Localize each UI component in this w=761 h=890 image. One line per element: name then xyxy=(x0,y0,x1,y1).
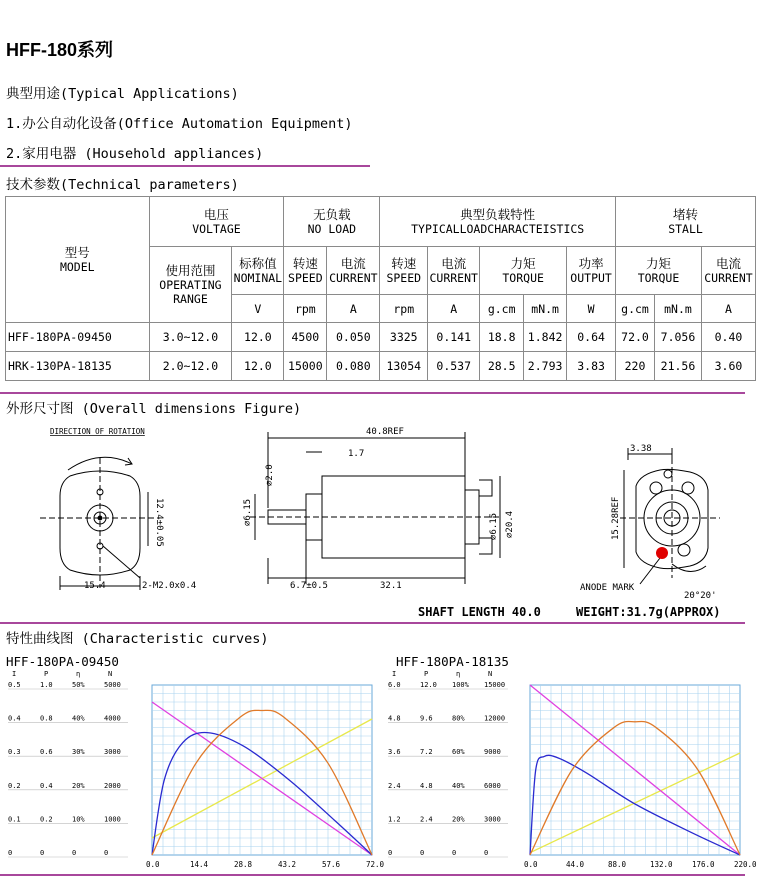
header-output: 功率 OUTPUT xyxy=(567,247,616,295)
unit-a: A xyxy=(428,295,480,323)
scale-axis-head: I xyxy=(392,670,397,678)
header-operating-range: 使用范围 OPERATING RANGE xyxy=(149,247,232,323)
scale-value: 1000 xyxy=(104,815,121,824)
dim-1-7: 1.7 xyxy=(348,449,365,459)
scale-value: 9.6 xyxy=(420,714,433,723)
scale-value: 10% xyxy=(72,815,85,824)
shaft-length: SHAFT LENGTH 40.0 xyxy=(418,605,541,619)
dim-6-15-left: ⌀6.15 xyxy=(243,498,253,526)
x-tick-label: 44.0 xyxy=(566,860,585,869)
scale-axis-head: η xyxy=(456,670,461,678)
scale-value: 6000 xyxy=(484,781,501,790)
unit-w: W xyxy=(567,295,616,323)
unit-gcm: g.cm xyxy=(480,295,524,323)
cell: 18.8 xyxy=(480,323,524,352)
scale-value: 100% xyxy=(452,681,469,689)
dim-15-28: 15.28REF xyxy=(611,496,621,540)
page-title: HFF-180系列 xyxy=(6,40,114,60)
header-stall: 堵转 STALL xyxy=(616,197,756,247)
x-tick-label: 88.0 xyxy=(608,860,627,869)
header-load-current: 电流 CURRENT xyxy=(428,247,480,295)
cell: 0.537 xyxy=(428,352,480,381)
dim-2-0: ⌀2.0 xyxy=(265,464,275,486)
scale-value: 0.2 xyxy=(8,781,21,790)
scale-value: 2000 xyxy=(104,781,121,790)
scale-value: 3000 xyxy=(484,815,501,824)
header-noload-current: 电流 CURRENT xyxy=(327,247,380,295)
scale-value: 0 xyxy=(8,849,13,857)
scale-value: 20% xyxy=(72,781,85,790)
dim-6-7: 6.7±0.5 xyxy=(290,581,328,591)
anode-mark-icon xyxy=(656,547,668,559)
scale-value: 60% xyxy=(452,748,465,757)
header-nominal: 标称值 NOMINAL xyxy=(232,247,284,295)
x-tick-label: 0.0 xyxy=(146,860,160,869)
chart-1-model: HFF-180PA-09450 xyxy=(6,654,119,669)
application-item-1: 1.办公自动化设备(Office Automation Equipment) xyxy=(6,116,353,132)
x-tick-label: 43.2 xyxy=(278,860,297,869)
scale-value: 2.4 xyxy=(420,815,433,824)
section-divider xyxy=(0,874,745,876)
x-tick-label: 72.0 xyxy=(366,860,385,869)
x-tick-label: 14.4 xyxy=(190,860,209,869)
cell: 220 xyxy=(616,352,655,381)
scale-axis-head: P xyxy=(44,670,49,678)
cell: 0.050 xyxy=(327,323,380,352)
technical-heading: 技术参数(Technical parameters) xyxy=(6,177,239,193)
dim-40-8: 40.8REF xyxy=(366,427,404,437)
scale-value: 7.2 xyxy=(420,748,433,757)
scale-value: 2.4 xyxy=(388,781,401,790)
x-tick-label: 0.0 xyxy=(524,860,538,869)
header-noload-speed: 转速 SPEED xyxy=(284,247,327,295)
cell: 1.842 xyxy=(524,323,567,352)
scale-value: 9000 xyxy=(484,748,501,757)
cell-model: HFF-180PA-09450 xyxy=(6,323,150,352)
cell: 0.64 xyxy=(567,323,616,352)
rear-terminal-hole xyxy=(650,482,662,494)
cell: 7.056 xyxy=(654,323,701,352)
unit-rpm: rpm xyxy=(380,295,428,323)
cell: 12.0 xyxy=(232,323,284,352)
scale-value: 0 xyxy=(40,849,45,857)
scale-value: 0.4 xyxy=(40,781,53,790)
scale-value: 0 xyxy=(104,849,109,857)
dimensions-heading: 外形尺寸图 (Overall dimensions Figure) xyxy=(6,401,302,417)
weight: WEIGHT:31.7g(APPROX) xyxy=(576,605,721,619)
unit-mnm: mN.m xyxy=(524,295,567,323)
scale-value: 0.4 xyxy=(8,714,21,723)
scale-value: 20% xyxy=(452,815,465,824)
unit-mnm: mN.m xyxy=(654,295,701,323)
terminal-top xyxy=(479,480,492,496)
cell: 0.080 xyxy=(327,352,380,381)
scale-value: 0.3 xyxy=(8,748,21,757)
scale-axis-head: I xyxy=(12,670,17,678)
scale-value: 0.1 xyxy=(8,815,21,824)
scale-value: 12.0 xyxy=(420,681,437,689)
scale-axis-head: N xyxy=(488,670,493,678)
unit-v: V xyxy=(232,295,284,323)
section-divider xyxy=(0,392,745,394)
cell: 15000 xyxy=(284,352,327,381)
unit-rpm: rpm xyxy=(284,295,327,323)
cell: 28.5 xyxy=(480,352,524,381)
cell: 4500 xyxy=(284,323,327,352)
scale-axis-head: P xyxy=(424,670,429,678)
header-model: 型号 MODEL xyxy=(6,197,150,323)
cell: 2.793 xyxy=(524,352,567,381)
header-stall-current: 电流 CURRENT xyxy=(701,247,755,295)
cell: 72.0 xyxy=(616,323,655,352)
dim-20deg: 20°20' xyxy=(684,591,717,601)
cell: 2.0~12.0 xyxy=(149,352,232,381)
scale-value: 3000 xyxy=(104,748,121,757)
scale-value: 15000 xyxy=(484,681,506,689)
dim-12-4: 12.4±0.05 xyxy=(154,498,164,547)
scale-value: 5000 xyxy=(104,681,121,689)
table-row xyxy=(6,352,756,381)
scale-value: 50% xyxy=(72,681,85,689)
scale-value: 80% xyxy=(452,714,465,723)
cell: 3.83 xyxy=(567,352,616,381)
scale-value: 1.0 xyxy=(40,681,53,689)
scale-value: 4.8 xyxy=(388,714,401,723)
cell: 3325 xyxy=(380,323,428,352)
dim-15-4: 15.4 xyxy=(84,581,106,591)
scale-value: 3.6 xyxy=(388,748,401,757)
header-load-torque: 力矩 TORQUE xyxy=(480,247,567,295)
scale-value: 0 xyxy=(484,849,489,857)
dim-32-1: 32.1 xyxy=(380,581,402,591)
rear-terminal-hole xyxy=(664,470,672,478)
cell: 3.60 xyxy=(701,352,755,381)
cell: 12.0 xyxy=(232,352,284,381)
section-divider xyxy=(0,165,370,167)
rear-terminal-hole xyxy=(678,544,690,556)
curves-heading: 特性曲线图 (Characteristic curves) xyxy=(6,631,269,647)
scale-axis-head: N xyxy=(108,670,113,678)
chart-2-model: HFF-180PA-18135 xyxy=(396,654,509,669)
anode-mark-label: ANODE MARK xyxy=(580,583,635,593)
header-no-load: 无负载 NO LOAD xyxy=(284,197,380,247)
scale-value: 40% xyxy=(72,714,85,723)
scale-value: 0 xyxy=(452,849,457,857)
header-load-speed: 转速 SPEED xyxy=(380,247,428,295)
unit-a: A xyxy=(327,295,380,323)
header-voltage: 电压 VOLTAGE xyxy=(149,197,284,247)
scale-value: 6.0 xyxy=(388,681,401,689)
applications-heading: 典型用途(Typical Applications) xyxy=(6,86,239,102)
scale-value: 0 xyxy=(72,849,77,857)
rear-terminal-hole xyxy=(682,482,694,494)
section-divider xyxy=(0,622,745,624)
header-typical-load: 典型负载特性 TYPICALLOADCHARACTEISTICS xyxy=(380,197,616,247)
x-tick-label: 28.8 xyxy=(234,860,253,869)
unit-a: A xyxy=(701,295,755,323)
characteristic-curves xyxy=(0,670,761,875)
table-row xyxy=(6,323,756,352)
direction-label: DIRECTION OF ROTATION xyxy=(50,427,145,436)
application-item-2: 2.家用电器 (Household appliances) xyxy=(6,146,264,162)
x-tick-label: 220.0 xyxy=(734,860,757,869)
dimension-drawing xyxy=(0,418,761,620)
scale-value: 40% xyxy=(452,781,465,790)
x-tick-label: 176.0 xyxy=(692,860,715,869)
scale-value: 0.6 xyxy=(40,748,53,757)
cell: 3.0~12.0 xyxy=(149,323,232,352)
cell: 0.141 xyxy=(428,323,480,352)
cell-model: HRK-130PA-18135 xyxy=(6,352,150,381)
dim-3-38: 3.38 xyxy=(630,444,652,454)
scale-axis-head: η xyxy=(76,670,81,678)
scale-value: 0 xyxy=(420,849,425,857)
dim-20-4: ⌀20.4 xyxy=(505,510,515,538)
dim-m2: 2-M2.0x0.4 xyxy=(142,581,197,591)
scale-value: 12000 xyxy=(484,714,506,723)
header-stall-torque: 力矩 TORQUE xyxy=(616,247,702,295)
cell: 0.40 xyxy=(701,323,755,352)
x-tick-label: 132.0 xyxy=(650,860,673,869)
unit-gcm: g.cm xyxy=(616,295,655,323)
cell: 21.56 xyxy=(654,352,701,381)
scale-value: 1.2 xyxy=(388,815,401,824)
x-tick-label: 57.6 xyxy=(322,860,341,869)
scale-value: 0.5 xyxy=(8,681,21,689)
scale-value: 30% xyxy=(72,748,85,757)
scale-value: 0.8 xyxy=(40,714,53,723)
scale-value: 4000 xyxy=(104,714,121,723)
scale-value: 4.8 xyxy=(420,781,433,790)
technical-parameters-table xyxy=(5,196,756,381)
scale-value: 0 xyxy=(388,849,393,857)
scale-value: 0.2 xyxy=(40,815,53,824)
cell: 13054 xyxy=(380,352,428,381)
dim-6-15-right: ⌀6.15 xyxy=(489,512,499,540)
